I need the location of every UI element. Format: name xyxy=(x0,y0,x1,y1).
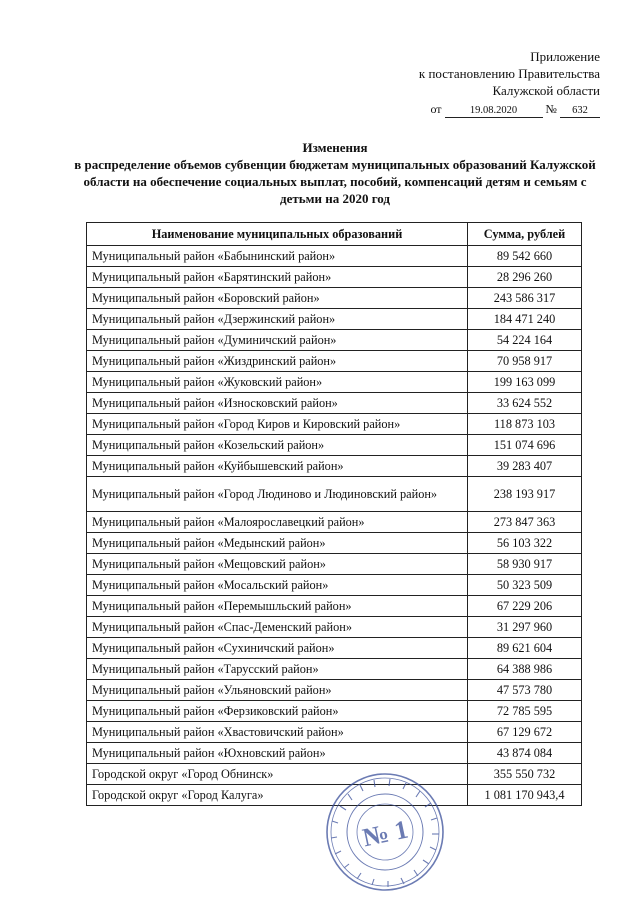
municipality-name: Муниципальный район «Спас-Деменский район» xyxy=(87,617,468,638)
municipality-name: Муниципальный район «Думиничский район» xyxy=(87,330,468,351)
table-row xyxy=(87,575,582,596)
municipality-name: Муниципальный район «Юхновский район» xyxy=(87,743,468,764)
from-label: от xyxy=(430,102,442,116)
municipality-name: Муниципальный район «Мещовский район» xyxy=(87,554,468,575)
subvention-amount: 43 874 084 xyxy=(468,743,582,764)
table-row xyxy=(87,393,582,414)
municipality-name: Муниципальный район «Ульяновский район» xyxy=(87,680,468,701)
subvention-amount: 47 573 780 xyxy=(468,680,582,701)
subvention-amount: 72 785 595 xyxy=(468,701,582,722)
municipality-name: Муниципальный район «Хвастовичский район» xyxy=(87,722,468,743)
region-name: Калужской области xyxy=(492,83,600,98)
subvention-amount: 199 163 099 xyxy=(468,372,582,393)
table-row xyxy=(87,456,582,477)
subvention-amount: 31 297 960 xyxy=(468,617,582,638)
subvention-amount: 33 624 552 xyxy=(468,393,582,414)
number-label: № xyxy=(545,102,557,116)
appendix-header xyxy=(419,48,600,118)
municipality-name: Муниципальный район «Ферзиковский район» xyxy=(87,701,468,722)
subvention-amount: 238 193 917 xyxy=(468,477,582,512)
municipality-name: Муниципальный район «Жиздринский район» xyxy=(87,351,468,372)
municipality-name: Городской округ «Город Обнинск» xyxy=(87,764,468,785)
subvention-amount: 355 550 732 xyxy=(468,764,582,785)
municipality-name: Муниципальный район «Бабынинский район» xyxy=(87,246,468,267)
subvention-amount: 89 542 660 xyxy=(468,246,582,267)
municipality-name: Муниципальный район «Малоярославецкий район» xyxy=(87,512,468,533)
table-row xyxy=(87,477,582,512)
municipality-name: Муниципальный район «Тарусский район» xyxy=(87,659,468,680)
subvention-amount: 67 229 206 xyxy=(468,596,582,617)
table-row xyxy=(87,743,582,764)
municipality-name: Муниципальный район «Куйбышевский район» xyxy=(87,456,468,477)
table-row xyxy=(87,246,582,267)
municipality-name: Муниципальный район «Износковский район» xyxy=(87,393,468,414)
subvention-amount: 243 586 317 xyxy=(468,288,582,309)
document-title xyxy=(70,139,600,207)
subvention-amount: 151 074 696 xyxy=(468,435,582,456)
subvention-amount: 50 323 509 xyxy=(468,575,582,596)
municipality-name: Муниципальный район «Дзержинский район» xyxy=(87,309,468,330)
municipality-name: Муниципальный район «Город Людиново и Людиновский район» xyxy=(87,477,468,512)
table-row xyxy=(87,554,582,575)
subvention-amount: 39 283 407 xyxy=(468,456,582,477)
table-row xyxy=(87,722,582,743)
decree-number: 632 xyxy=(560,105,600,118)
municipality-name: Муниципальный район «Сухиничский район» xyxy=(87,638,468,659)
decree-date-number xyxy=(419,101,600,118)
table-row xyxy=(87,764,582,785)
municipality-name: Городской округ «Город Калуга» xyxy=(87,785,468,806)
table-row xyxy=(87,785,582,806)
municipality-name: Муниципальный район «Козельский район» xyxy=(87,435,468,456)
table-row xyxy=(87,617,582,638)
subvention-amount: 67 129 672 xyxy=(468,722,582,743)
table-row xyxy=(87,638,582,659)
municipality-name: Муниципальный район «Барятинский район» xyxy=(87,267,468,288)
subvention-amount: 64 388 986 xyxy=(468,659,582,680)
table-row xyxy=(87,701,582,722)
table-row xyxy=(87,512,582,533)
table-row xyxy=(87,680,582,701)
table-row xyxy=(87,267,582,288)
subvention-amount: 58 930 917 xyxy=(468,554,582,575)
table-row xyxy=(87,330,582,351)
table-row xyxy=(87,288,582,309)
municipality-name: Муниципальный район «Город Киров и Кировский район» xyxy=(87,414,468,435)
table-row xyxy=(87,351,582,372)
svg-text:№ 1: № 1 xyxy=(359,814,411,853)
municipality-name: Муниципальный район «Перемышльский район» xyxy=(87,596,468,617)
subvention-amount: 28 296 260 xyxy=(468,267,582,288)
subvention-amount: 118 873 103 xyxy=(468,414,582,435)
appendix-label: Приложение xyxy=(530,49,600,64)
table-row xyxy=(87,435,582,456)
table-row xyxy=(87,596,582,617)
table-row xyxy=(87,372,582,393)
subvention-amount: 54 224 164 xyxy=(468,330,582,351)
subvention-amount: 70 958 917 xyxy=(468,351,582,372)
subvention-amount: 89 621 604 xyxy=(468,638,582,659)
title-body: в распределение объемов субвенции бюджетам муниципальных образований Калужской области на обеспечение социальных выплат, пособий, компенсаций детям и семьям с детьми на 2020 год xyxy=(74,157,596,206)
municipality-name: Муниципальный район «Мосальский район» xyxy=(87,575,468,596)
table-row xyxy=(87,414,582,435)
subvention-amount: 1 081 170 943,4 xyxy=(468,785,582,806)
table-body xyxy=(87,246,582,806)
municipality-name: Муниципальный район «Медынский район» xyxy=(87,533,468,554)
table-row xyxy=(87,659,582,680)
column-header-name: Наименование муниципальных образований xyxy=(87,223,468,246)
table-header-row xyxy=(87,223,582,246)
decree-reference: к постановлению Правительства xyxy=(418,66,600,81)
subvention-amount: 273 847 363 xyxy=(468,512,582,533)
decree-date: 19.08.2020 xyxy=(445,105,543,118)
column-header-sum: Сумма, рублей xyxy=(468,223,582,246)
subvention-amount: 56 103 322 xyxy=(468,533,582,554)
distribution-table xyxy=(86,222,582,806)
municipality-name: Муниципальный район «Жуковский район» xyxy=(87,372,468,393)
table-row xyxy=(87,533,582,554)
subvention-amount: 184 471 240 xyxy=(468,309,582,330)
title-heading: Изменения xyxy=(302,140,368,155)
table-row xyxy=(87,309,582,330)
municipality-name: Муниципальный район «Боровский район» xyxy=(87,288,468,309)
